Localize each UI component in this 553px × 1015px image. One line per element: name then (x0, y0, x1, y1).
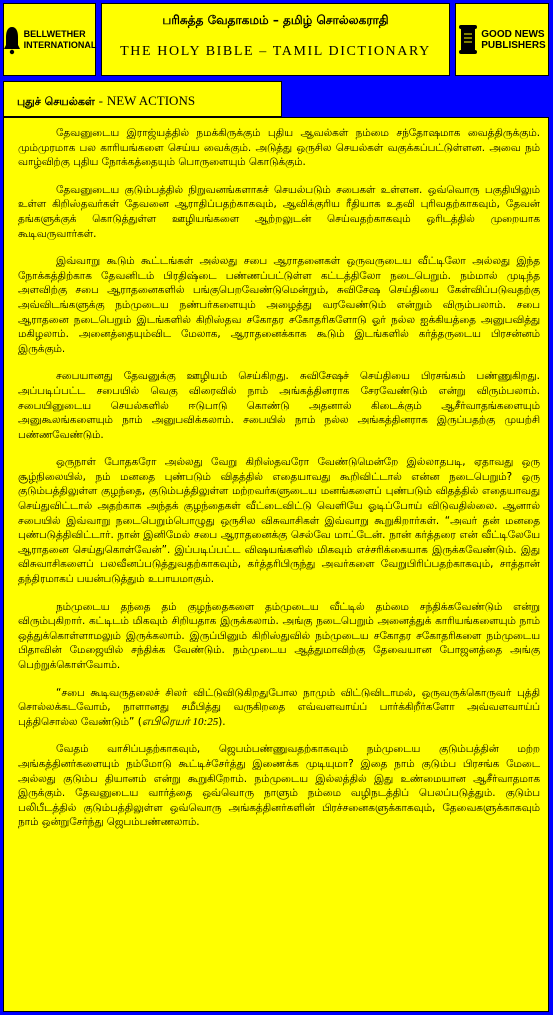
bell-icon (3, 25, 21, 55)
main-content (3, 117, 549, 1012)
section-title-box (3, 81, 282, 117)
paragraph: நம்முடைய தந்தை தம் குழந்தைகளை தம்முடைய வீட்டில் தம்மை சந்திக்கவேண்டும் என்று விரும்புகிறார். கட்டிடம் மிகவும் சிறியதாக இருக்கலாம். அங்கு நடைபெறும் அனைத்துக் காரியங்களையும் நாம் ஒத்துக்கொள்ளாமலும் இருக்கலாம். இருப்பினும் கிறிஸ்துவில் நம்முடைய சகோதர சகோதரிகளை நம்முடைய பிதாவின் மேஜையில் சந்திக்க வேண்டும். நம்முடைய ஆத்துமாவிற்கு தேவையான போஜனத்தை அங்கு பெற்றுக்கொள்வோம். (18, 600, 540, 671)
section-title-tamil: புதுச் செயல்கள் (17, 95, 95, 108)
paragraph: இவ்வாறு கூடும் கூட்டங்கள் அல்லது சபை ஆராதனைகள் ஒருவருடைய வீட்டிலோ அல்லது இந்த நோக்கத்திற்காக தேவனிடம் பிரதிஷ்டை பண்ணப்பட்டுள்ள கட்டத்திலோ நடைபெறும். நம்மால் முடிந்த அளவிற்கு சபை ஆராதனைகளில் பங்குபெறவேண்டுமென்றும், சுவிசேஷ செய்தியை கேள்விப்படுவதற்கு அவ்விடங்களுக்கு நம்முடைய நண்பர்களையும் அழைத்து வரவேண்டும் என்றும் விரும்பலாம். சபை ஆராதனை நடைபெறும் இடங்களில் கிறிஸ்தவ சகோதர சகோதரிகளோடு ஓர் நல்ல ஐக்கியத்தை அனுபவித்து மகிழலாம். அனைத்தையும்விட மேலாக, ஆராதனைக்காக கூடும் இடங்களில் கர்த்தருடைய பிரசன்னம் இருக்கும். (18, 255, 540, 355)
quote-tail: ). (218, 715, 226, 728)
title-tamil: பரிசுத்த வேதாகமம் – தமிழ் சொல்லகராதி (162, 13, 389, 27)
quote-text: “சபை கூடிவருதலைச் சிலர் விட்டுவிடுகிறதுபோல நாமும் விட்டுவிடாமல், ஒருவருக்கொருவர் புத்தி சொல்லக்கடவோம், நாளானது சமீபித்து வருகிறதை எவ்வளவாய்ப் பார்க்கிறீர்களோ அவ்வளவாய்ப் புத்திசொல்ல வேண்டும்” ( (18, 686, 540, 728)
paragraph: சபையானது தேவனுக்கு ஊழியம் செய்கிறது. சுவிசேஷச் செய்தியை பிரசங்கம் பண்ணுகிறது. அப்படிப்பட்ட சபையில் வெகு விரைவில் நாம் அங்கத்தினராக சேரவேண்டும் என்று விரும்பலாம். சபையினுடைய செயல்களில் ஈடுபாடு கொண்டு அதனால் கிடைக்கும் ஆசீர்வாதங்களையும் அனுகூலங்களையும் நாம் அனுபவிக்கலாம். சபையில் நாம் நல்ல அங்கத்தினராக இருப்பதற்கு முயற்சி பண்ணவேண்டும். (18, 370, 540, 441)
left-logo-line2: INTERNATIONAL (23, 39, 97, 50)
right-logo-line1: GOOD NEWS (481, 28, 545, 40)
section-title-english: NEW ACTIONS (106, 93, 196, 108)
paragraph: வேதம் வாசிப்பதற்காகவும், ஜெபம்பண்ணுவதற்காகவும் நம்முடைய குடும்பத்தின் மற்ற அங்கத்தினர்களையும் நம்மோடு கூட்டிச்சேர்த்து இணைக்க முடியுமா? இதை நாம் குடும்ப பிரசங்க மேடை அல்லது குடும்ப தியானம் என்று கூறுகிறோம். நம்முடைய இல்லத்தில் இது உண்மையான ஆசீர்வாதமாக இருக்கும். தேவனுடைய வார்த்தை ஒவ்வொரு நாளும் நம்மை வழிநடத்திப் பெலப்படுத்தும். குடும்ப பலிபீடத்தில் குடும்பத்திலுள்ள ஒவ்வொரு அங்கத்தினர்களின் பிரச்சனைகளுக்காகவும், தேவைகளுக்காகவும் நாம் ஒன்றுசேர்ந்து ஜெபம்பண்ணலாம். (18, 743, 540, 829)
section-title (4, 82, 281, 110)
header-title-box (101, 3, 450, 76)
paragraph: தேவனுடைய இராஜ்யத்தில் நமக்கிருக்கும் புதிய ஆவல்கள் நம்மை சந்தோஷமாக வைத்திருக்கும். மும்முரமாக பல காரியங்களை செய்ய வைக்கும். அடுத்து ஒருசில செயல்கள் வகுக்கப்பட்டுள்ளன. அவை நம் வாழ்விற்கு புதிய நோக்கத்தையும் பொருளையும் கொடுக்கும். (18, 127, 540, 169)
section-separator: - (98, 93, 103, 108)
paragraph: தேவனுடைய குடும்பத்தில் நிறுவனங்களாகச் செயல்படும் சபைகள் உள்ளன. ஒவ்வொரு பகுதியிலும் உள்ள கிறிஸ்தவர்கள் தேவனை ஆராதிப்பதற்காகவும், ஆவிக்குரிய ரீதியாக உதவி புரிவதற்காகவும், தேவன் தங்களுக்குக் கொடுத்துள்ள ஊழியங்களை ஆற்றலுடன் செய்வதற்காகவும் ஒரிடத்தில் முறையாக கூடிவருவார்கள். (18, 183, 540, 240)
left-logo-line1: BELLWETHER (23, 28, 86, 39)
paragraph: ஒருநாள் போதகரோ அல்லது வேறு கிறிஸ்தவரோ வேண்டுமென்றே இல்லாதபடி, ஏதாவது ஒரு சூழ்நிலையில், நம் மனதை புண்படும் விதத்தில் எதையாவது கூறிவிட்டால் என்ன நடைபெறும்? ஒரு குடும்பத்திலுள்ள குழந்தை, குடும்பத்திலுள்ள மற்றவர்களுடைய மனங்களைப் புண்படும் விதத்தில் எதையாவது செய்துவிட்டால் அதற்காக அந்தக் குழந்தைகள் வீட்டைவிட்டு வெளியே ஓடிப்போய் விடுவதில்லை. ஆனால் சபையில் இவ்வாறு நடைபெறும்பொழுது ஒருசில விசுவாசிகள் இவ்வாறு கூறுகிறார்கள். “அவர் தன் மனதை புண்படுத்திவிட்டார். நான் இனிமேல் சபை ஆராதனைக்கு செல்வே மாட்டேன். நான் கர்த்தரை என் வீட்டிலேயே ஆராதனை செய்துகொள்வேன்”. இப்படிப்பட்ட விஷயங்களில் மிகவும் எச்சரிக்கையாக இருக்கவேண்டும். இது விசுவாசிகளைப் பலவீனப்படுத்துவதற்காகவும், கர்த்தரிபிருந்து அவர்களை வேறுபிரிப்பதற்காகவும், சாத்தான் தந்திரமாகப் பயன்படுத்தும் உபாயமாகும். (18, 456, 540, 586)
scripture-reference: எபிரெயர் 10:25 (141, 715, 219, 728)
scroll-icon (458, 24, 478, 56)
bellwether-logo (3, 3, 96, 76)
good-news-logo (455, 3, 549, 76)
paragraph-quote (18, 686, 540, 730)
right-logo-line2: PUBLISHERS (481, 39, 546, 51)
title-english: THE HOLY BIBLE – TAMIL DICTIONARY (120, 44, 431, 59)
